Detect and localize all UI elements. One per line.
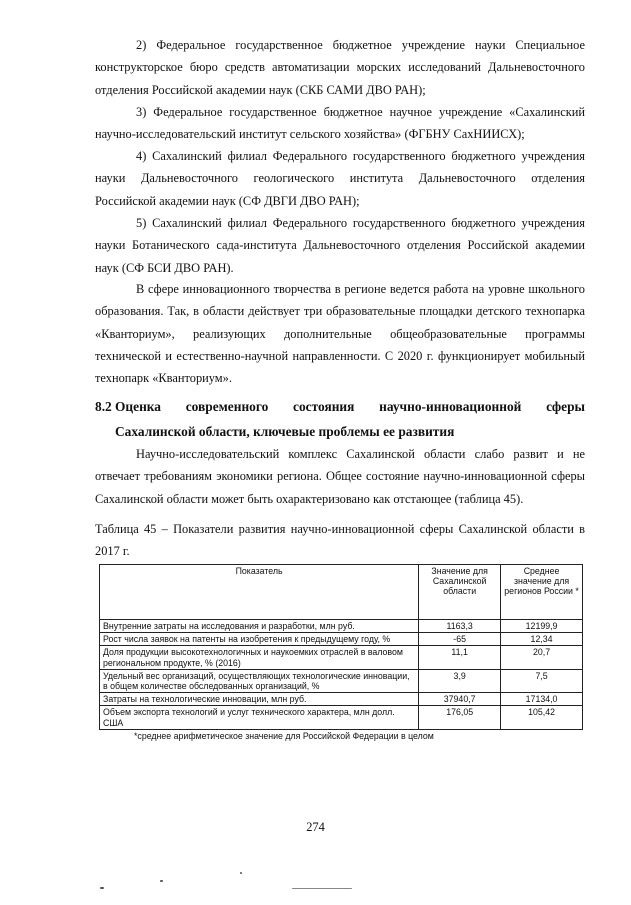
table-header-row [100, 565, 583, 620]
header-sakhalin-value: Значение для Сахалинской области [419, 565, 501, 620]
paragraph-assessment: Научно-исследовательский комплекс Сахалинской области слабо развит и не отвечает требованиям экономики региона. Общее состояние научно-инновационной сферы Сахалинской области может быть охарактеризовано как отстающее (таблица 45). [95, 447, 585, 506]
scan-speck [292, 888, 352, 889]
row-russia-average: 12,34 [501, 633, 583, 646]
row-sakhalin-value: 3,9 [419, 669, 501, 692]
row-sakhalin-value: 37940,7 [419, 693, 501, 706]
row-indicator: Рост числа заявок на патенты на изобретения к предыдущему году, % [100, 633, 419, 646]
table-row [100, 693, 583, 706]
section-title-line1: Оценка современного состояния научно-инновационной сферы [115, 399, 585, 414]
scan-speck [240, 872, 242, 874]
table-caption: Таблица 45 – Показатели развития научно-инновационной сферы Сахалинской области в 2017 г. [95, 522, 585, 559]
paragraph-sf-dvgi: 4) Сахалинский филиал Федерального государственного бюджетного учреждения науки Дальневосточного геологического института Дальневосточного отделения Российской академии наук (СФ ДВГИ ДВО РАН); [95, 149, 585, 208]
row-russia-average: 7,5 [501, 669, 583, 692]
row-sakhalin-value: -65 [419, 633, 501, 646]
row-indicator: Доля продукции высокотехнологичных и наукоемких отраслей в валовом региональном продукте, % (2016) [100, 646, 419, 669]
row-indicator: Объем экспорта технологий и услуг технического характера, млн долл. США [100, 706, 419, 729]
row-sakhalin-value: 176,05 [419, 706, 501, 729]
paragraph-sf-bsi: 5) Сахалинский филиал Федерального государственного бюджетного учреждения науки Ботанического сада-института Дальневосточного отделения Российской академии наук (СФ БСИ ДВО РАН). [95, 216, 585, 275]
header-russia-average: Среднее значение для регионов России * [501, 565, 583, 620]
paragraph-sakhniiskh: 3) Федеральное государственное бюджетное научное учреждение «Сахалинский научно-исследовательский институт сельского хозяйства» (ФГБНУ СахНИИСХ); [95, 105, 585, 142]
row-russia-average: 17134,0 [501, 693, 583, 706]
row-indicator: Затраты на технологические инновации, млн руб. [100, 693, 419, 706]
scan-speck [160, 880, 163, 882]
header-indicator: Показатель [100, 565, 419, 620]
table-row [100, 669, 583, 692]
section-number: 8.2 [95, 399, 112, 414]
row-indicator: Удельный вес организаций, осуществляющих технологические инновации, в общем количестве обследованных организаций, % [100, 669, 419, 692]
table-row [100, 646, 583, 669]
table-row [100, 633, 583, 646]
row-russia-average: 20,7 [501, 646, 583, 669]
section-title-line2: Сахалинской области, ключевые проблемы ее развития [115, 424, 455, 439]
table-row [100, 620, 583, 633]
page-number: 274 [306, 820, 325, 834]
indicators-table [99, 564, 583, 730]
paragraph-skb-sami: 2) Федеральное государственное бюджетное учреждение науки Специальное конструкторское бюро средств автоматизации морских исследований Дальневосточного отделения Российской академии наук (СКБ САМИ ДВО РАН); [95, 38, 585, 97]
row-sakhalin-value: 1163,3 [419, 620, 501, 633]
row-russia-average: 105,42 [501, 706, 583, 729]
table-footnote: *среднее арифметическое значение для Российской Федерации в целом [134, 731, 434, 741]
scan-speck [100, 887, 104, 889]
row-russia-average: 12199,9 [501, 620, 583, 633]
paragraph-kvantorium: В сфере инновационного творчества в регионе ведется работа на уровне школьного образования. Так, в области действует три образовательные площадки детского технопарка «Кванториум», реализующих дополнительные общеобразовательные программы технической и естественно-научной направленности. С 2020 г. функционирует мобильный технопарк «Кванториум». [95, 282, 585, 386]
row-sakhalin-value: 11,1 [419, 646, 501, 669]
table-row [100, 706, 583, 729]
row-indicator: Внутренние затраты на исследования и разработки, млн руб. [100, 620, 419, 633]
